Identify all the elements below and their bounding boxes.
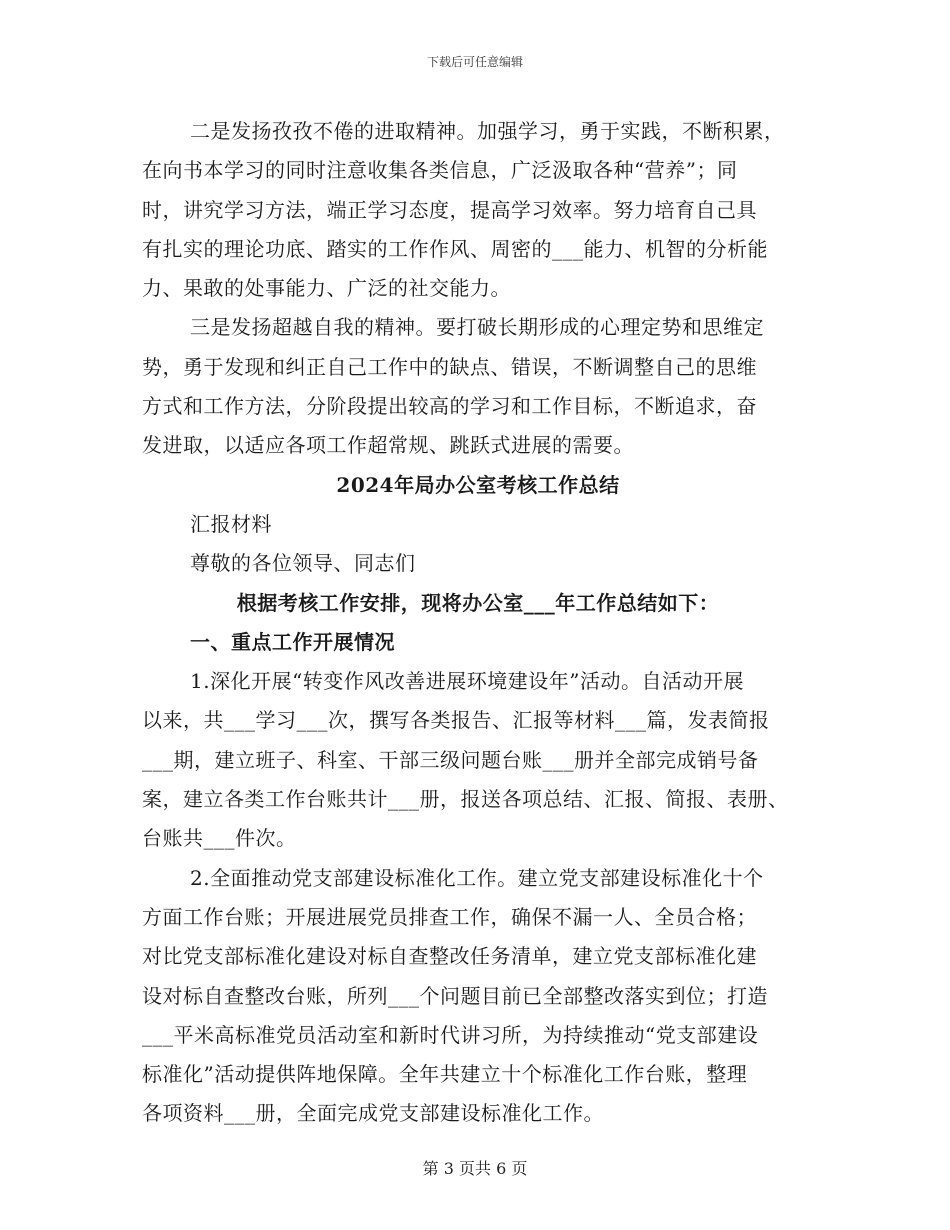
paragraph-line: 各项资料___册，全面完成党支部建设标准化工作。 <box>142 1101 604 1126</box>
paragraph-line: 1.深化开展“转变作风改善进展环境建设年”活动。自活动开展 <box>190 669 745 694</box>
paragraph-line: 对比党支部标准化建设对标自查整改任务清单，建立党支部标准化建 <box>142 944 757 969</box>
paragraph-line: 方面工作台账；开展进展党员排查工作，确保不漏一人、全员合格； <box>142 904 757 929</box>
paragraph-line: 汇报材料 <box>190 511 272 536</box>
paragraph-line: 有扎实的理论功底、踏实的工作作风、周密的___能力、机智的分析能 <box>142 236 768 261</box>
document-title: 2024年局办公室考核工作总结 <box>336 472 620 497</box>
paragraph-line: ___期，建立班子、科室、干部三级问题台账___册并全部完成销号备 <box>142 747 759 772</box>
paragraph-line: 二是发扬孜孜不倦的进取精神。加强学习，勇于实践，不断积累， <box>190 119 785 143</box>
paragraph-line: ___平米高标准党员活动室和新时代讲习所，为持续推动“党支部建设 <box>142 1022 759 1047</box>
paragraph-line: 设对标自查整改台账，所列___个问题目前已全部整改落实到位；打造 <box>142 983 768 1008</box>
section-heading: 一、重点工作开展情况 <box>190 629 395 654</box>
paragraph-line: 2.全面推动党支部建设标准化工作。建立党支部建设标准化十个 <box>190 865 764 890</box>
paragraph-line: 势，勇于发现和纠正自己工作中的缺点、错误，不断调整自己的思维 <box>142 354 757 379</box>
document-body <box>142 112 814 1134</box>
salutation: 尊敬的各位领导、同志们 <box>190 551 416 576</box>
paragraph-line: 在向书本学习的同时注意收集各类信息，广泛汲取各种“营养”；同 <box>142 158 738 183</box>
paragraph-line: 案，建立各类工作台账共计___册，报送各项总结、汇报、简报、表册、 <box>142 787 789 812</box>
paragraph-line: 力、果敢的处事能力、广泛的社交能力。 <box>142 276 511 301</box>
page-header: 下载后可任意编辑 <box>426 55 523 69</box>
intro-heading: 根据考核工作安排，现将办公室___年工作总结如下： <box>236 590 720 615</box>
paragraph-line: 发进取，以适应各项工作超常规、跳跃式进展的需要。 <box>142 433 634 458</box>
paragraph-line: 标准化”活动提供阵地保障。全年共建立十个标准化工作台账，整理 <box>142 1062 748 1087</box>
paragraph-line: 三是发扬超越自我的精神。要打破长期形成的心理定势和思维定 <box>190 315 764 340</box>
paragraph-line: 以来，共___学习___次，撰写各类报告、汇报等材料___篇，发表简报 <box>142 708 770 733</box>
page-footer: 第 3 页共 6 页 <box>422 1159 528 1178</box>
paragraph-line: 方式和工作方法，分阶段提出较高的学习和工作目标，不断追求，奋 <box>142 394 757 419</box>
paragraph-line: 时，讲究学习方法，端正学习态度，提高学习效率。努力培育自己具 <box>142 197 757 222</box>
paragraph-line: 台账共___件次。 <box>142 826 297 851</box>
